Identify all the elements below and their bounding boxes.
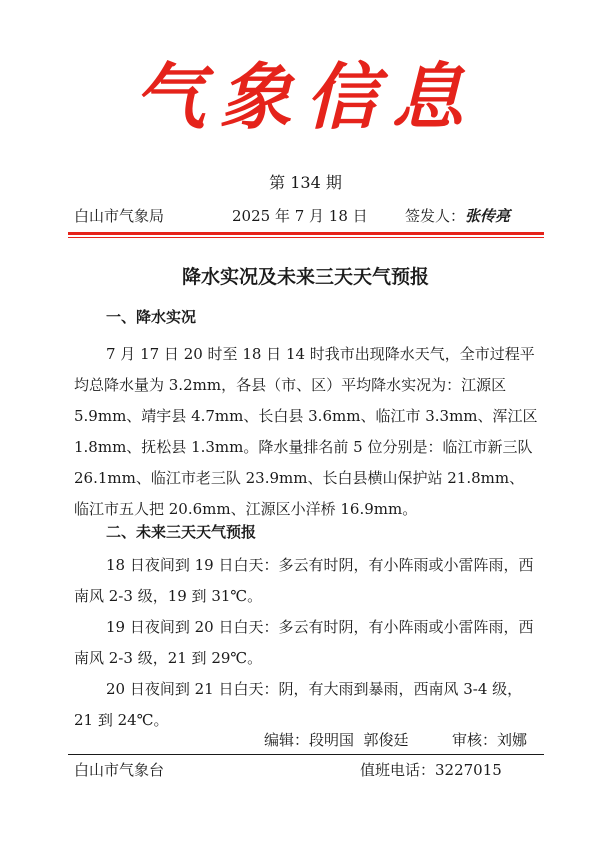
signer-label: 签发人：: [405, 207, 466, 225]
header-rule-thick: [68, 232, 544, 235]
signer-name: 张传亮: [465, 207, 511, 225]
editors-credit: 编辑：段明国 郭俊廷: [264, 731, 409, 749]
forecast-day-2: 19 日夜间到 20 日白天：多云有时阴，有小阵雨或小雷阵雨，西南风 2-3 级，21 到 29℃。: [74, 618, 534, 667]
duty-phone: 值班电话：3227015: [360, 761, 502, 779]
footer-organization: 白山市气象台: [74, 761, 165, 779]
header-rule-thin: [68, 237, 544, 238]
section-heading-precipitation: 一、降水实况: [106, 308, 197, 326]
issue-number: 第 134 期: [269, 173, 342, 192]
masthead-title: 气象信息: [133, 54, 478, 139]
footer-rule: [68, 754, 544, 755]
issue-date: 2025 年 7 月 18 日: [232, 207, 368, 225]
forecast-day-1: 18 日夜间到 19 日白天：多云有时阴，有小阵雨或小雷阵雨，西南风 2-3 级，19 到 31℃。: [74, 556, 534, 605]
document-title: 降水实况及未来三天天气预报: [181, 266, 429, 288]
section-heading-forecast: 二、未来三天天气预报: [106, 523, 257, 541]
reviewer-credit: 审核：刘娜: [452, 731, 528, 749]
issuing-organization: 白山市气象局: [74, 207, 165, 225]
signer: [405, 206, 510, 226]
forecast-day-3: 20 日夜间到 21 日白天：阴，有大雨到暴雨，西南风 3-4 级，21 到 24℃。: [74, 680, 523, 729]
precipitation-paragraph: 7 月 17 日 20 时至 18 日 14 时我市出现降水天气，全市过程平均总降水量为 3.2mm，各县（市、区）平均降水实况为：江源区 5.9mm、靖宇县 4.7mm、长白县 3.6mm、临江市 3.3mm、浑江区 1.8mm、抚松县 1.3mm。降水量排名前 5 位分别是：临江市新三队 26.1mm、临江市老三队 23.9mm、长白县横山保护站 21.8mm、临江市五人把 20.6mm、江源区小洋桥 16.9mm。: [74, 345, 538, 518]
